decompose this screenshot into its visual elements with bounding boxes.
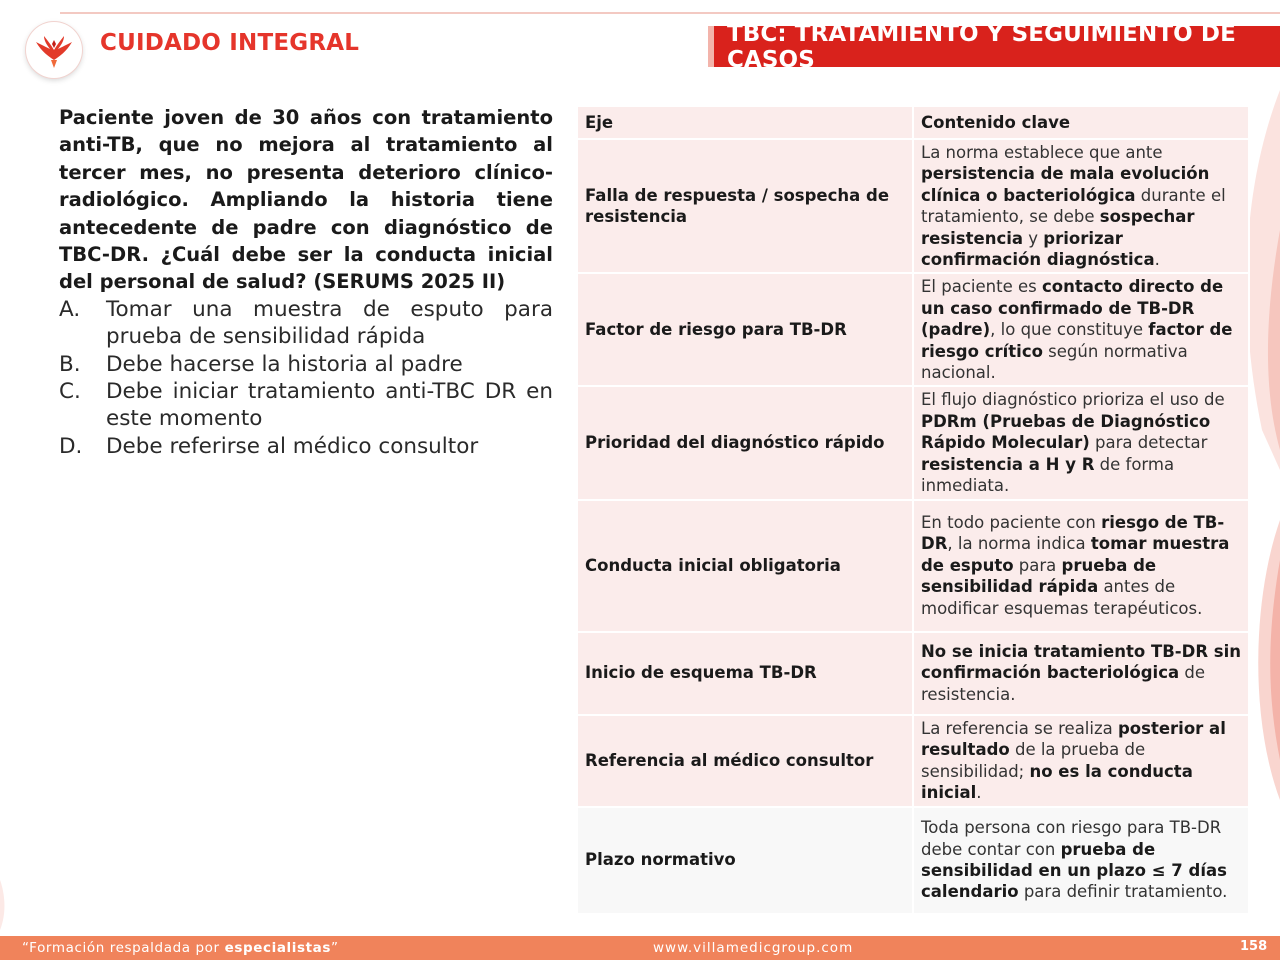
key-content-table xyxy=(578,107,1250,915)
content-emphasis: factor de riesgo crítico xyxy=(921,320,1233,361)
slogan-suffix: ” xyxy=(331,940,339,956)
answer-option-a xyxy=(59,296,553,351)
answer-option-b xyxy=(59,351,553,378)
content-emphasis: resistencia a H y R xyxy=(921,454,1095,474)
row-content xyxy=(914,808,1250,915)
phoenix-logo-icon xyxy=(32,30,76,70)
row-axis: Conducta inicial obligatoria xyxy=(578,501,914,633)
topic-banner xyxy=(714,20,1280,73)
content-emphasis: No se inicia tratamiento TB-DR sin confirmación bacteriológica xyxy=(921,641,1242,683)
topic-title: TBC: TRATAMIENTO Y SEGUIMIENTO DE CASOS xyxy=(727,20,1236,73)
table-header-row xyxy=(578,107,1250,140)
content-text: de resistencia. xyxy=(921,663,1206,704)
content-text: según normativa nacional. xyxy=(921,341,1188,383)
content-emphasis: contacto directo de un caso confirmado de TB-DR (padre) xyxy=(921,277,1224,340)
content-text: El flujo diagnóstico prioriza el uso de xyxy=(921,390,1225,410)
row-content xyxy=(914,716,1250,808)
option-text: Debe referirse al médico consultor xyxy=(106,433,479,459)
row-axis: Referencia al médico consultor xyxy=(578,716,914,808)
content-emphasis: prueba de sensibilidad en un plazo ≤ 7 días calendario xyxy=(921,839,1227,902)
content-emphasis: persistencia de mala evolución clínica o bacteriológica xyxy=(921,164,1210,205)
content-text: , la norma indica xyxy=(947,534,1091,554)
question-block xyxy=(59,104,553,460)
content-emphasis: posterior al resultado xyxy=(921,718,1226,760)
row-content xyxy=(914,633,1250,716)
footer-slogan xyxy=(22,940,339,956)
table-row xyxy=(578,501,1250,633)
option-text: Debe hacerse la historia al padre xyxy=(106,351,463,377)
content-text: . xyxy=(976,782,982,802)
question-stem: Paciente joven de 30 años con tratamiento anti-TB, que no mejora al tratamiento al tercer mes, no presenta deterioro clínico-radiológico. Ampliando la historia tiene antecedente de padre con diagnóstico de TBC-DR. ¿Cuál debe ser la conducta inicial del personal de salud? (SERUMS 2025 II) xyxy=(59,106,553,294)
content-text: , lo que constituye xyxy=(990,320,1149,340)
content-text: Toda persona con riesgo para TB-DR debe contar con xyxy=(921,818,1222,859)
slogan-prefix: “Formación respaldada por xyxy=(22,940,225,956)
table-row xyxy=(578,274,1250,387)
content-text: La referencia se realiza xyxy=(921,718,1118,738)
content-text: antes de modificar esquemas terapéuticos. xyxy=(921,577,1203,618)
brand-title: CUIDADO INTEGRAL xyxy=(100,30,360,56)
content-emphasis: priorizar confirmación diagnóstica xyxy=(921,228,1155,270)
table-row xyxy=(578,808,1250,915)
column-header-axis: Eje xyxy=(578,107,914,140)
content-text: para definir tratamiento. xyxy=(1018,882,1228,902)
column-header-content: Contenido clave xyxy=(914,107,1250,140)
footer-website-link[interactable]: www.villamedicgroup.com xyxy=(653,940,854,956)
content-text: . xyxy=(1154,250,1160,270)
option-text: Tomar una muestra de esputo para prueba de sensibilidad rápida xyxy=(106,296,553,350)
option-letter: A. xyxy=(59,296,81,322)
slogan-emphasis: especialistas xyxy=(224,940,332,956)
row-axis: Inicio de esquema TB-DR xyxy=(578,633,914,716)
content-text: de la prueba de sensibilidad; xyxy=(921,740,1146,781)
content-text: de forma inmediata. xyxy=(921,454,1175,496)
option-letter: D. xyxy=(59,433,83,459)
content-emphasis: no es la conducta inicial xyxy=(921,761,1193,802)
footer-bar xyxy=(0,936,1280,960)
content-text: En todo paciente con xyxy=(921,512,1102,532)
table-row xyxy=(578,633,1250,716)
brand-logo xyxy=(26,22,82,78)
table-row xyxy=(578,716,1250,808)
option-text: Debe iniciar tratamiento anti-TBC DR en este momento xyxy=(106,379,553,432)
row-axis: Prioridad del diagnóstico rápido xyxy=(578,387,914,500)
row-content xyxy=(914,501,1250,633)
header-top-rule xyxy=(60,12,1280,14)
content-text: durante el tratamiento, se debe xyxy=(921,185,1226,227)
content-text: y xyxy=(1023,228,1044,248)
answer-option-c xyxy=(59,378,553,433)
content-emphasis: riesgo de TB-DR xyxy=(921,512,1225,554)
row-axis: Factor de riesgo para TB-DR xyxy=(578,274,914,387)
content-text: para detectar xyxy=(1089,433,1208,453)
table-row xyxy=(578,387,1250,500)
page-number: 158 xyxy=(1240,939,1268,954)
content-text: para xyxy=(1013,555,1062,575)
content-emphasis: prueba de sensibilidad rápida xyxy=(921,555,1157,597)
content-text: La norma establece que ante xyxy=(921,143,1163,162)
content-emphasis: sospechar resistencia xyxy=(921,207,1195,248)
option-letter: C. xyxy=(59,379,81,405)
content-emphasis: tomar muestra de esputo xyxy=(921,534,1230,575)
answer-options xyxy=(59,296,553,460)
row-content xyxy=(914,387,1250,500)
row-axis: Falla de respuesta / sospecha de resistencia xyxy=(578,140,914,274)
content-emphasis: PDRm (Pruebas de Diagnóstico Rápido Molecular) xyxy=(921,411,1211,453)
row-axis: Plazo normativo xyxy=(578,808,914,915)
table-row xyxy=(578,140,1250,274)
row-content xyxy=(914,274,1250,387)
row-content xyxy=(914,140,1250,274)
answer-option-d xyxy=(59,433,553,460)
content-text: El paciente es xyxy=(921,277,1042,297)
option-letter: B. xyxy=(59,351,81,377)
